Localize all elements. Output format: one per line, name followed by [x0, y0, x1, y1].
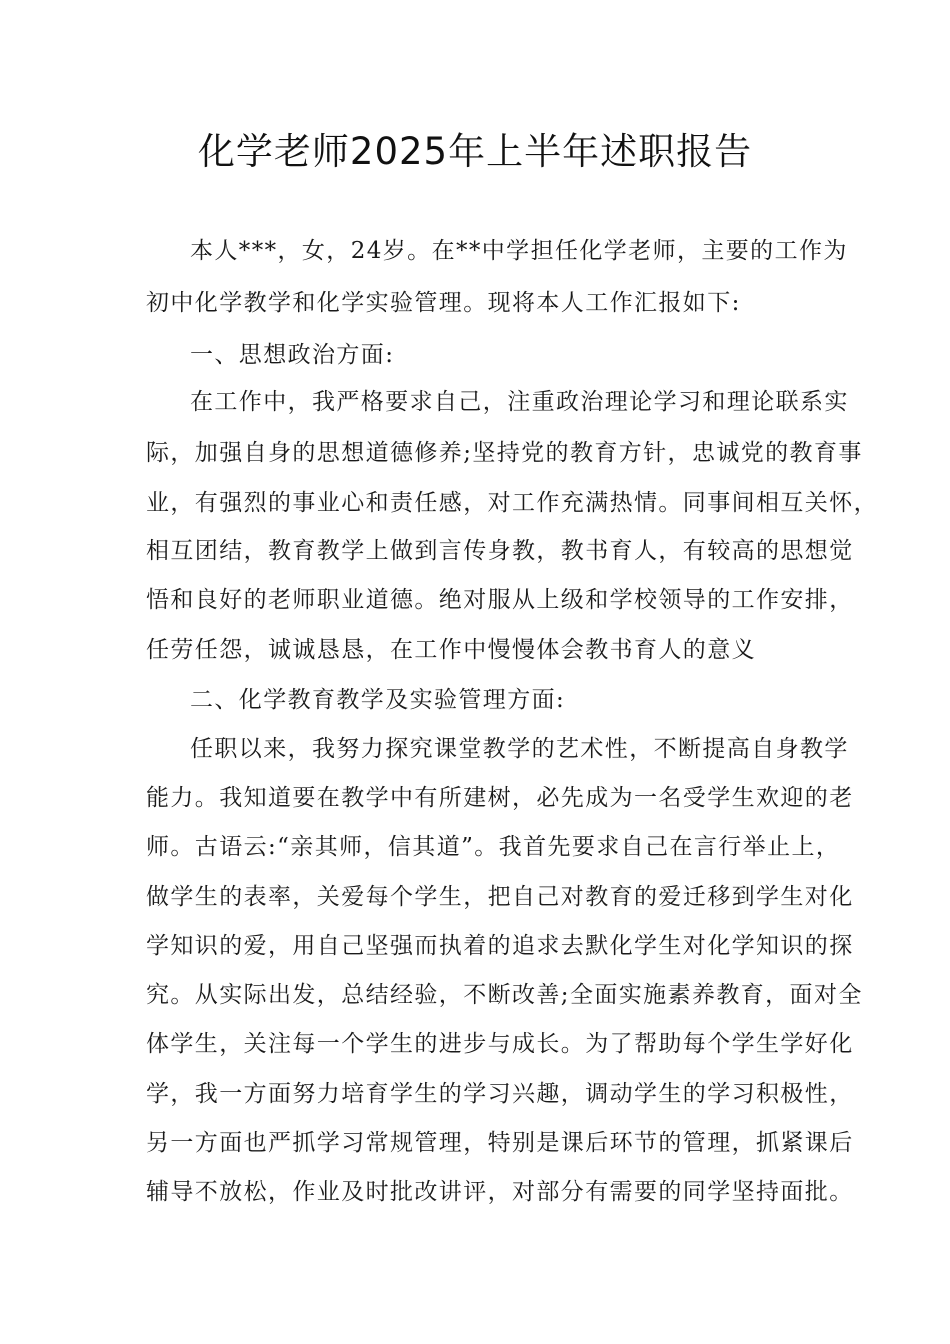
section-heading: 一、思想政治方面:	[190, 342, 395, 368]
paragraph-line: 能力。我知道要在教学中有所建树，必先成为一名受学生欢迎的老	[146, 785, 854, 811]
paragraph-line: 际，加强自身的思想道德修养;坚持党的教育方针，忠诚党的教育事	[146, 440, 863, 466]
paragraph-line: 体学生，关注每一个学生的进步与成长。为了帮助每个学生学好化	[146, 1031, 854, 1057]
paragraph-line: 相互团结，教育教学上做到言传身教，教书育人，有较高的思想觉	[146, 538, 854, 564]
paragraph-line: 业，有强烈的事业心和责任感，对工作充满热情。同事间相互关怀，	[146, 490, 878, 516]
document-title: 化学老师2025年上半年述职报告	[197, 130, 753, 173]
section-heading: 二、化学教育教学及实验管理方面:	[190, 687, 566, 713]
paragraph-line: 师。古语云:“亲其师，信其道”。我首先要求自己在言行举止上，	[146, 834, 841, 860]
paragraph-line: 辅导不放松，作业及时批改讲评，对部分有需要的同学坚持面批。	[146, 1179, 854, 1205]
paragraph-line: 本人***，女，24岁。在**中学担任化学老师，主要的工作为	[190, 238, 848, 264]
paragraph-line: 任职以来，我努力探究课堂教学的艺术性，不断提高自身教学	[190, 736, 849, 762]
paragraph-line: 另一方面也严抓学习常规管理，特别是课后环节的管理，抓紧课后	[146, 1130, 854, 1156]
paragraph-line: 学知识的爱，用自己坚强而执着的追求去默化学生对化学知识的探	[146, 933, 854, 959]
paragraph-line: 做学生的表率，关爱每个学生，把自己对教育的爱迁移到学生对化	[146, 884, 854, 910]
paragraph-line: 究。从实际出发，总结经验，不断改善;全面实施素养教育，面对全	[146, 982, 863, 1008]
paragraph-line: 学，我一方面努力培育学生的学习兴趣，调动学生的学习积极性，	[146, 1081, 854, 1107]
paragraph-line: 悟和良好的老师职业道德。绝对服从上级和学校领导的工作安排，	[146, 587, 854, 613]
paragraph-line: 初中化学教学和化学实验管理。现将本人工作汇报如下:	[146, 290, 741, 316]
paragraph-line: 在工作中，我严格要求自己，注重政治理论学习和理论联系实	[190, 389, 849, 415]
paragraph-line: 任劳任怨，诚诚恳恳，在工作中慢慢体会教书育人的意义	[146, 637, 756, 663]
